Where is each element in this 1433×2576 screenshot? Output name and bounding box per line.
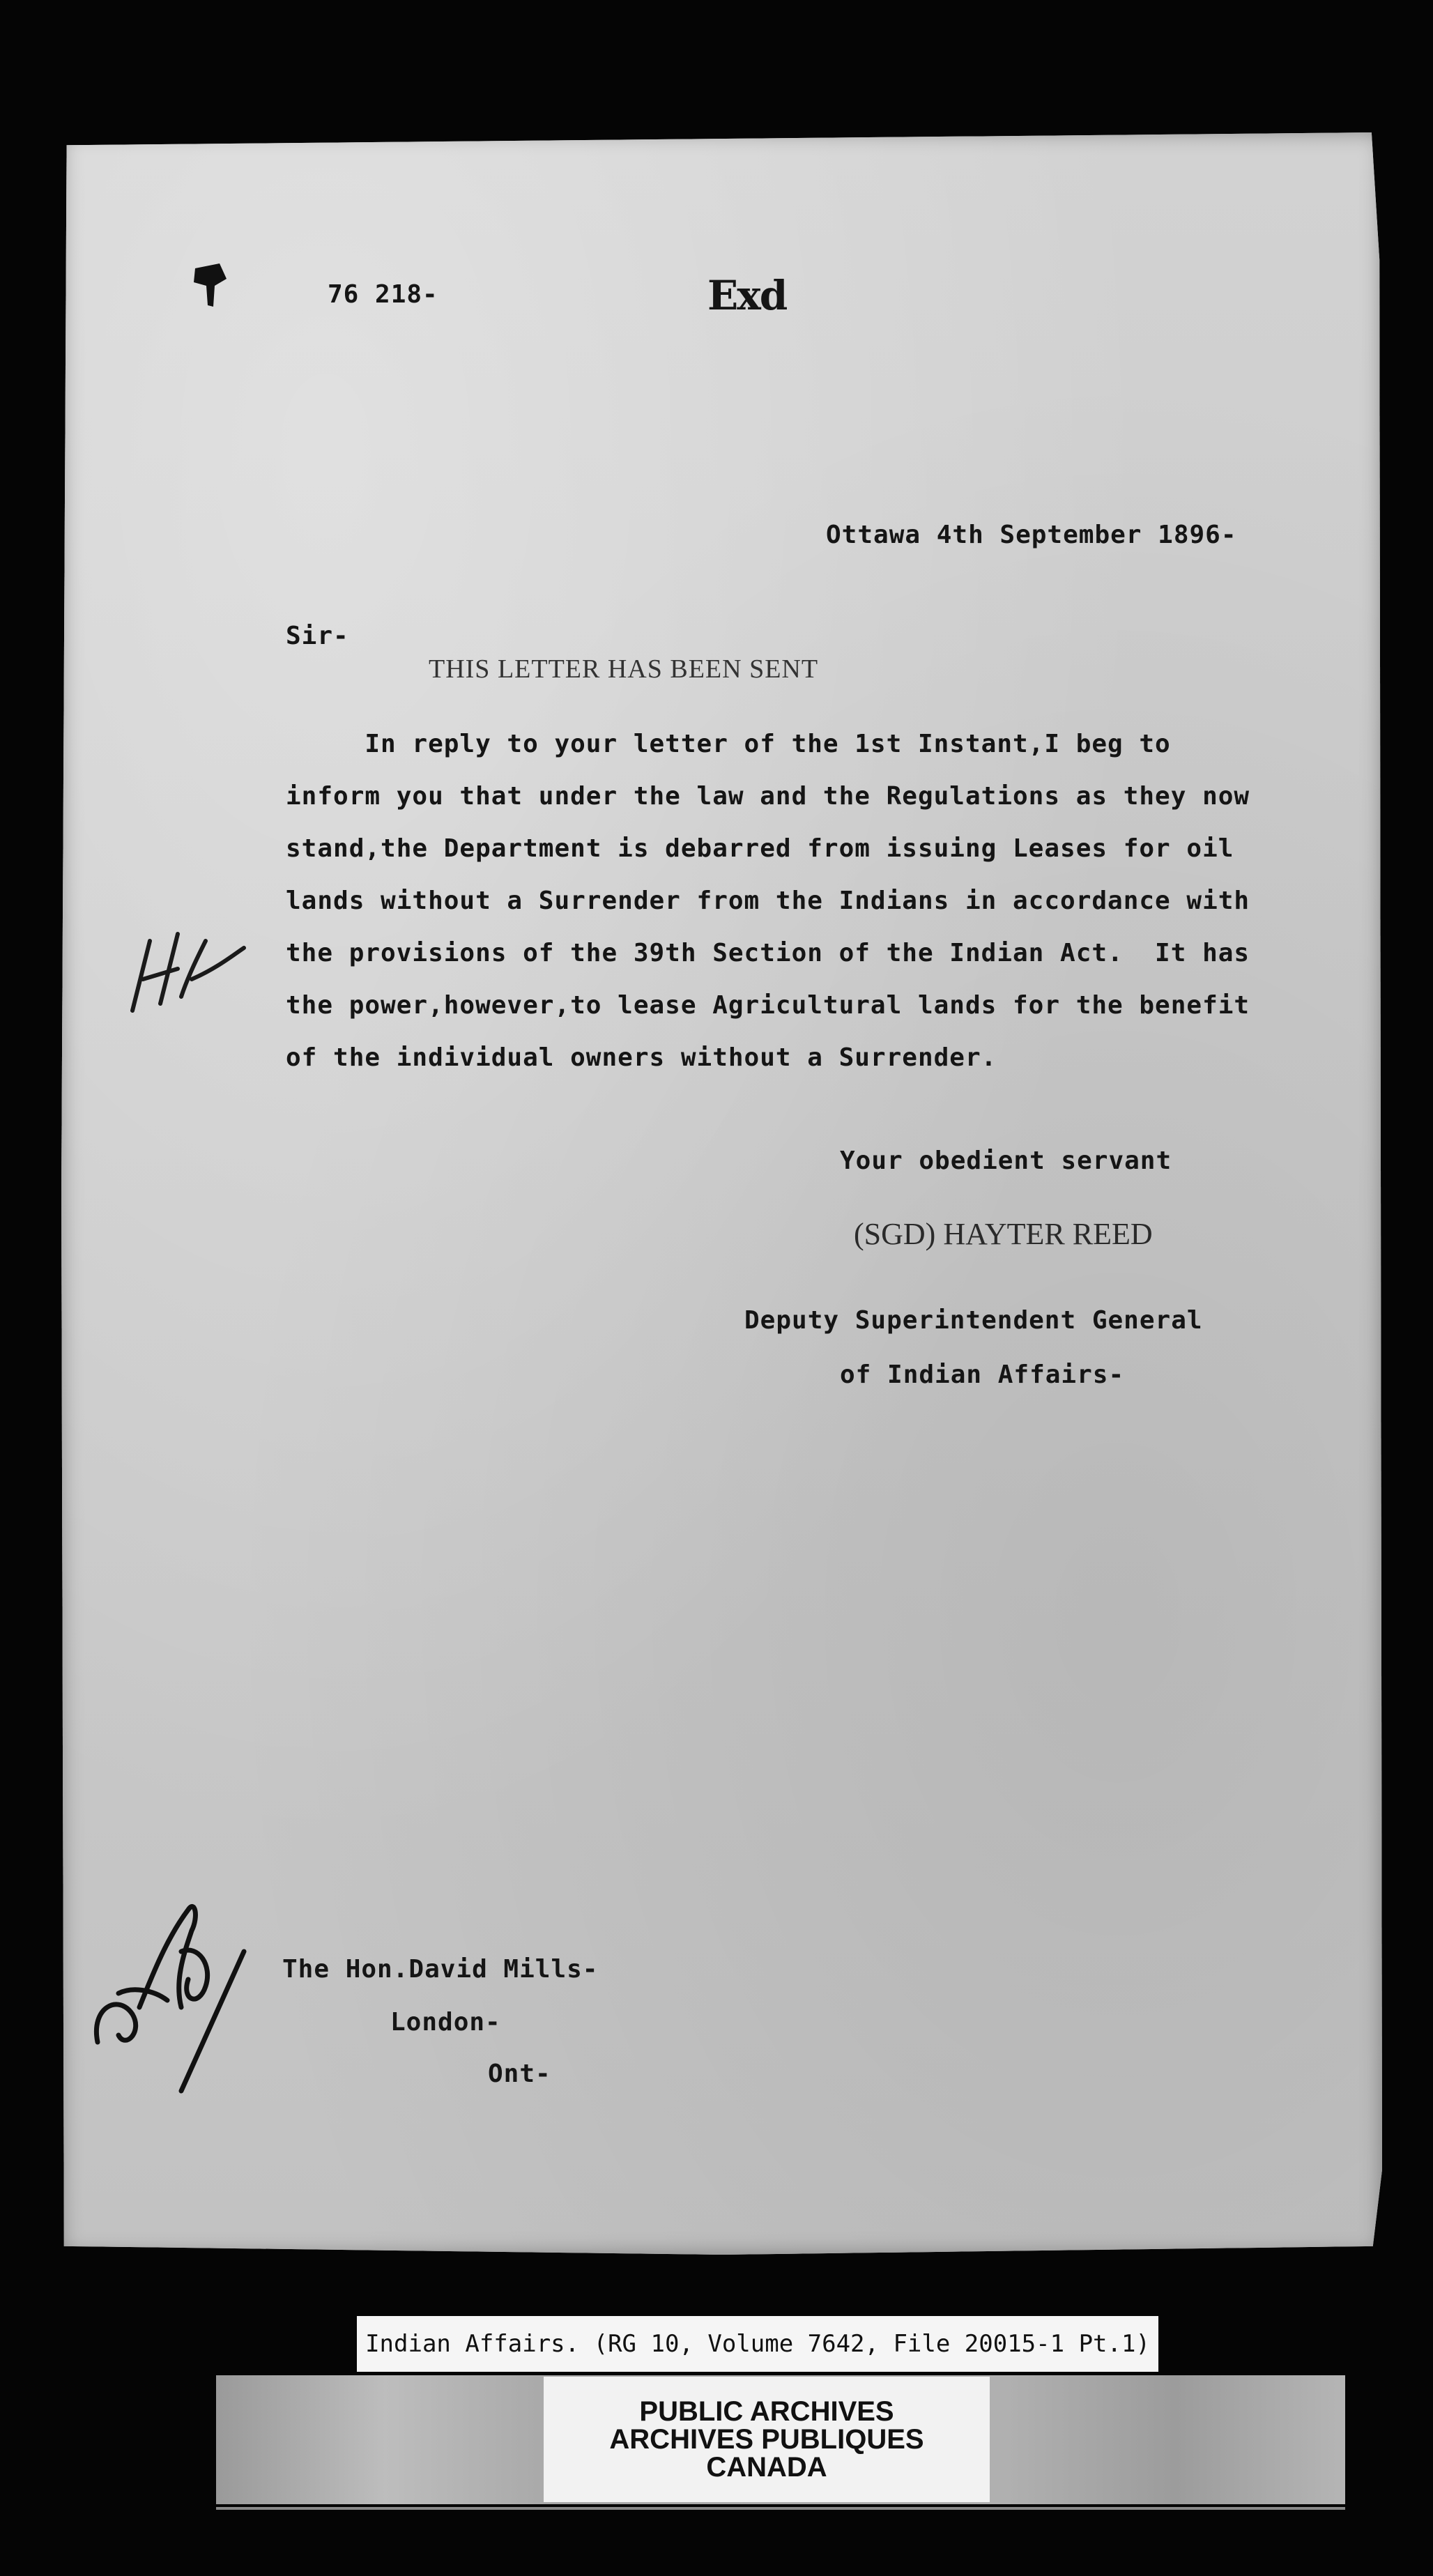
signer-title: Deputy Superintendent General (744, 1306, 1203, 1335)
stamp-line: CANADA (706, 2452, 827, 2483)
recipient-province: Ont- (488, 2060, 551, 2088)
margin-initials (112, 913, 251, 1032)
body-line: In reply to your letter of the 1st Instant,I beg to (286, 730, 1171, 758)
salutation: Sir- (286, 622, 349, 650)
body-line: lands without a Surrender from the Indians in accordance with (286, 887, 1250, 915)
closing: Your obedient servant (840, 1147, 1172, 1175)
signer-title-department: of Indian Affairs- (840, 1360, 1125, 1389)
archive-stamp (544, 2377, 990, 2502)
body-line: stand,the Department is debarred from issuing Leases for oil (286, 834, 1234, 863)
archive-reference: Indian Affairs. (RG 10, Volume 7642, File 20015-1 Pt.1) (357, 2316, 1158, 2372)
body-line: inform you that under the law and the Regulations as they now (286, 782, 1250, 811)
handwritten-signature (77, 1868, 265, 2105)
file-number: 76 218- (328, 280, 438, 309)
header-mark: Exd (707, 272, 787, 319)
recipient-city: London- (390, 2008, 501, 2037)
body-line: the provisions of the 39th Section of the Indian Act. It has (286, 939, 1250, 967)
corner-ink-mark (188, 258, 237, 314)
divider (216, 2507, 1345, 2510)
signature: (SGD) HAYTER REED (854, 1217, 1153, 1251)
stamp-line: PUBLIC ARCHIVES (639, 2396, 894, 2427)
body-line: of the individual owners without a Surrender. (286, 1043, 997, 1072)
date-line: Ottawa 4th September 1896- (826, 521, 1237, 549)
recipient-name: The Hon.David Mills- (282, 1955, 599, 1984)
stamp-line: ARCHIVES PUBLIQUES (609, 2424, 924, 2455)
sent-stamp: THIS LETTER HAS BEEN SENT (429, 654, 819, 684)
body-line: the power,however,to lease Agricultural lands for the benefit (286, 991, 1250, 1020)
